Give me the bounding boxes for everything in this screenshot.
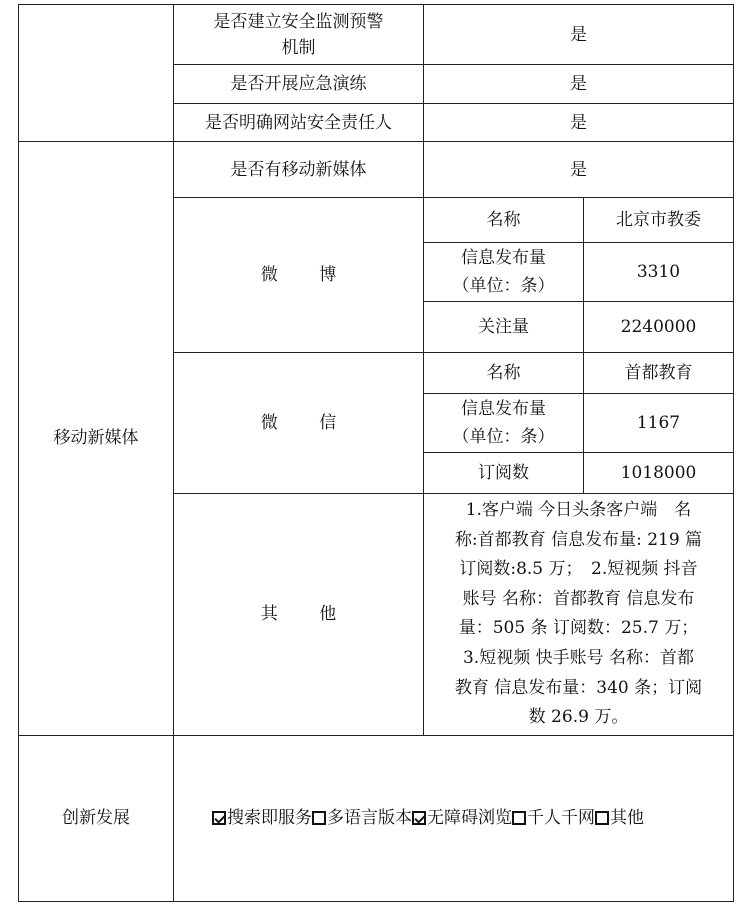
other-line: 订阅数:8.5 万； 2.短视频 抖音 [459, 559, 698, 580]
checkbox-accessibility[interactable] [412, 811, 426, 825]
empty-section-cell [19, 5, 174, 142]
other-line: 1.客户端 今日头条客户端 名 [465, 500, 692, 520]
report-table [18, 4, 734, 902]
row-label-responsible: 是否明确网站安全责任人 [174, 104, 424, 142]
option-label: 无障碍浏览 [427, 808, 512, 829]
has-mobile-label: 是否有移动新媒体 [174, 142, 424, 198]
weibo-name-label: 名称 [424, 198, 584, 243]
innovation-options [174, 735, 734, 901]
weixin-posts-label: 信息发布量 （单位：条） [424, 394, 584, 453]
weibo-posts-label: 信息发布量 （单位：条） [424, 243, 584, 302]
weibo-follow-label: 关注量 [424, 302, 584, 353]
other-line: 账号 名称：首都教育 信息发布 [462, 588, 695, 609]
option-label: 其他 [610, 808, 644, 829]
checkbox-personalized[interactable] [512, 811, 526, 825]
innovation-label: 创新发展 [19, 735, 174, 901]
other-line: 数 26.9 万。 [528, 707, 629, 728]
weixin-follow-value: 1018000 [584, 453, 734, 494]
option-label: 千人千网 [527, 808, 595, 829]
weibo-posts-value: 3310 [584, 243, 734, 302]
other-line: 3.短视频 快手账号 名称：首都 [462, 647, 695, 668]
checkbox-multilingual[interactable] [312, 811, 326, 825]
weibo-follow-value: 2240000 [584, 302, 734, 353]
checkbox-search-service[interactable] [212, 811, 226, 825]
weixin-label: 微 信 [174, 353, 424, 494]
mobile-section-label: 移动新媒体 [19, 142, 174, 736]
row-value-responsible: 是 [424, 104, 734, 142]
other-description [424, 494, 734, 736]
option-label: 多语言版本 [327, 808, 412, 829]
other-line: 称:首都教育 信息发布量: 219 篇 [454, 529, 703, 550]
row-value-monitoring: 是 [424, 5, 734, 65]
weixin-name-value: 首都教育 [584, 353, 734, 394]
weibo-label: 微 博 [174, 198, 424, 353]
other-line: 教育 信息发布量：340 条；订阅 [454, 677, 703, 698]
other-line: 量：505 条 订阅数：25.7 万； [458, 618, 699, 639]
weixin-posts-value: 1167 [584, 394, 734, 453]
checkbox-other[interactable] [595, 811, 609, 825]
has-mobile-value: 是 [424, 142, 734, 198]
other-label: 其 他 [174, 494, 424, 736]
row-label-monitoring: 是否建立安全监测预警 机制 [174, 5, 424, 65]
weixin-name-label: 名称 [424, 353, 584, 394]
weibo-name-value: 北京市教委 [584, 198, 734, 243]
row-label-drill: 是否开展应急演练 [174, 65, 424, 104]
row-value-drill: 是 [424, 65, 734, 104]
option-label: 搜索即服务 [227, 808, 312, 829]
weixin-follow-label: 订阅数 [424, 453, 584, 494]
